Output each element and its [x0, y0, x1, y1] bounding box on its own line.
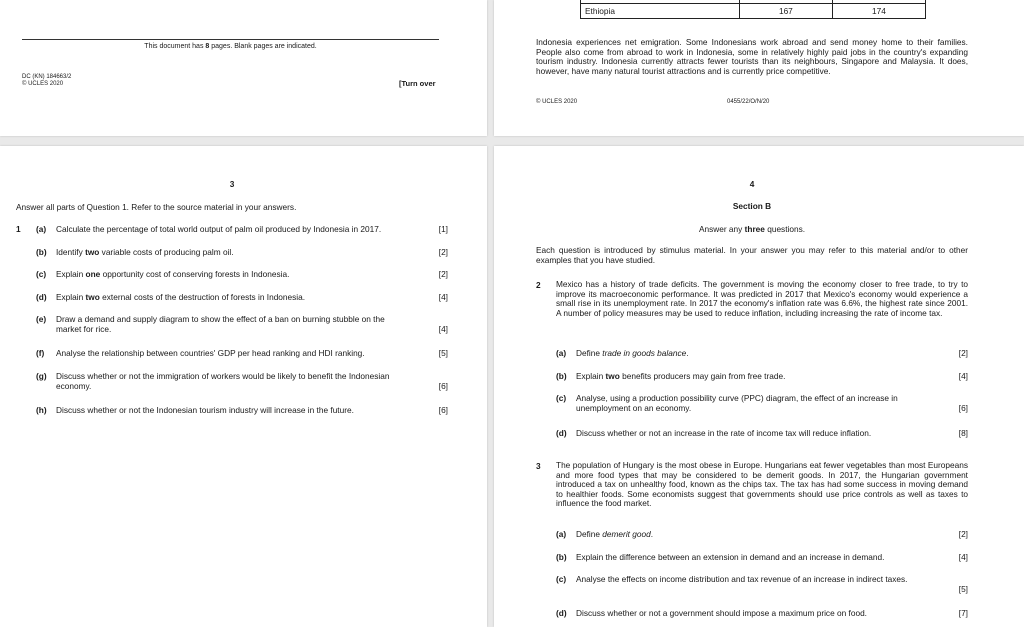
item-mark: [8] — [958, 428, 968, 438]
item-mark: [2] — [958, 348, 968, 358]
item-text-part: . — [650, 529, 654, 539]
item-label: (e) — [36, 314, 47, 324]
stimulus-note: Each question is introduced by stimulus material. In your answer you may refer to this material and/or to other examples that you have studied. — [536, 245, 968, 265]
item-text-part: Define — [576, 348, 603, 358]
item-text — [576, 371, 968, 381]
item-text-part: two — [605, 371, 620, 381]
item-text-part: Explain — [576, 371, 606, 381]
item-text — [576, 552, 968, 562]
item-mark: [6] — [438, 405, 448, 415]
question-item — [36, 224, 448, 246]
item-text — [56, 405, 448, 415]
item-label: (b) — [556, 552, 567, 562]
item-text — [576, 428, 968, 438]
question-number: 1 — [16, 224, 21, 234]
question-number: 3 — [536, 461, 541, 471]
item-text — [576, 529, 968, 539]
turn-over: [Turn over — [399, 79, 436, 88]
question-item — [36, 314, 448, 336]
item-label: (g) — [36, 371, 47, 381]
doc-code: DC (KN) 184663/2 — [22, 74, 72, 80]
item-mark: [2] — [438, 247, 448, 257]
item-mark: [5] — [958, 584, 968, 594]
item-text — [576, 608, 968, 618]
item-mark: [7] — [958, 608, 968, 618]
item-text — [56, 371, 448, 391]
item-label: (c) — [36, 269, 47, 279]
item-text-part: two — [85, 292, 100, 302]
page-number: 4 — [749, 179, 755, 189]
item-text-part: Analyse, using a production possibility curve (PPC) diagram, the effect of an increase in — [576, 393, 898, 403]
item-text-line2: market for rice. — [56, 324, 112, 334]
item-text-part: Discuss whether or not an increase in the rate of income tax will reduce inflation. — [576, 428, 872, 438]
item-text-part: Discuss whether or not the immigration of workers would be likely to benefit the Indonesian — [56, 371, 390, 381]
item-text-part: two — [85, 247, 100, 257]
page-number: 3 — [229, 179, 235, 189]
table-row — [581, 4, 926, 19]
item-label: (d) — [556, 608, 567, 618]
item-mark: [1] — [438, 224, 448, 234]
item-label: (f) — [36, 348, 45, 358]
item-text-part: Explain — [56, 292, 86, 302]
item-text-part: Identify — [56, 247, 86, 257]
item-label: (a) — [556, 348, 567, 358]
item-text-part: opportunity cost of conserving forests in Indonesia. — [100, 269, 290, 279]
item-label: (d) — [556, 428, 567, 438]
question-item — [556, 371, 968, 393]
q2-stimulus: Mexico has a history of trade deficits. The government is moving the economy closer to free trade, to try to improve its macroeconomic performance. It was predicted in 2017 that Mexico's economy would experience a small rise in its unemployment rate. In 2017 the economy's inflation rate was 6.6%, the highest rate since 2001. A number of policy measures may be used to reduce inflation, including increasing the rate of income tax. — [556, 279, 968, 318]
item-mark: [4] — [958, 552, 968, 562]
page-3 — [0, 146, 487, 627]
item-mark: [5] — [438, 348, 448, 358]
item-text-part: Draw a demand and supply diagram to show the effect of a ban on burning stubble on the — [56, 314, 385, 324]
item-text-part: Define — [576, 529, 603, 539]
item-text-part: Discuss whether or not the Indonesian tourism industry will increase in the future. — [56, 405, 354, 415]
item-text-part: Explain the difference between an extension in demand and an increase in demand. — [576, 552, 885, 562]
item-label: (c) — [556, 393, 567, 403]
item-text — [56, 348, 448, 358]
item-text-line2: economy. — [56, 381, 92, 391]
item-text — [56, 292, 448, 302]
item-mark: [2] — [958, 529, 968, 539]
source-paragraph: Indonesia experiences net emigration. Some Indonesians work abroad and send money home to their families. People also come from abroad to work in Indonesia, some in relatively highly paid jobs in the country's expanding tourism industry. Indonesia currently attracts fewer tourists than its neighbours, Singapore and Malaysia. It does, however, have many natural tourist attractions and is currently price competitive. — [536, 37, 968, 76]
item-text-part: trade in goods balance — [602, 348, 687, 358]
item-text-part: Calculate the percentage of total world output of palm oil produced by Indonesia in 2017. — [56, 224, 382, 234]
question-item — [556, 393, 968, 415]
item-text-part: Discuss whether or not a government should impose a maximum price on food. — [576, 608, 867, 618]
item-text — [56, 224, 448, 234]
instruction: Answer all parts of Question 1. Refer to the source material in your answers. — [16, 202, 297, 212]
answer-instruction: Answer any three questions. — [698, 224, 806, 234]
question-item — [36, 371, 448, 393]
item-text-part: Explain — [56, 269, 86, 279]
copyright: © UCLES 2020 — [536, 99, 578, 105]
item-label: (b) — [36, 247, 47, 257]
item-label: (b) — [556, 371, 567, 381]
question-item — [556, 608, 968, 627]
item-text-part: . — [686, 348, 689, 358]
question-item — [556, 348, 968, 370]
question-item — [556, 552, 968, 574]
question-item — [36, 292, 448, 314]
page-count-note: This document has 8 pages. Blank pages are indicated. — [144, 43, 317, 50]
page-source-footer — [494, 0, 1024, 136]
copyright: © UCLES 2020 — [22, 81, 64, 87]
paper-code: 0455/22/O/N/20 — [727, 99, 770, 105]
question-item — [36, 247, 448, 269]
item-text-part: one — [85, 269, 101, 279]
item-mark: [6] — [958, 403, 968, 413]
item-text-part: variable costs of producing palm oil. — [99, 247, 234, 257]
item-label: (h) — [36, 405, 47, 415]
page-2-footer — [0, 0, 487, 136]
item-text — [56, 247, 448, 257]
item-text-part: Analyse the relationship between countries' GDP per head ranking and HDI ranking. — [56, 348, 365, 358]
item-label: (a) — [36, 224, 47, 234]
item-mark: [6] — [438, 381, 448, 391]
item-label: (a) — [556, 529, 567, 539]
item-mark: [4] — [958, 371, 968, 381]
question-number: 2 — [536, 280, 541, 290]
item-text — [56, 269, 448, 279]
item-mark: [4] — [438, 324, 448, 334]
item-text-part: demerit good — [602, 529, 651, 539]
item-text-line2: unemployment on an economy. — [576, 403, 692, 413]
footer-rule — [22, 39, 439, 40]
question-item — [556, 574, 968, 596]
item-text — [576, 348, 968, 358]
item-text-part: external costs of the destruction of forests in Indonesia. — [99, 292, 306, 302]
item-label: (d) — [36, 292, 47, 302]
item-text — [576, 574, 968, 584]
q3-stimulus: The population of Hungary is the most obese in Europe. Hungarians eat fewer vegetables than most Europeans and more food types that may be considered to be demerit goods. In 2017, the Hungarian government introduced a tax on unhealthy food, known as the chips tax. The tax has had some success in moving demand to healthier foods. Some economists suggest that governments should use price controls as well as taxes to influence the food market. — [556, 460, 968, 509]
item-label: (c) — [556, 574, 567, 584]
question-item — [36, 348, 448, 370]
question-item — [36, 269, 448, 291]
section-title: Section B — [732, 201, 772, 211]
value-cell: 167 — [739, 4, 832, 19]
value-cell: 174 — [832, 4, 925, 19]
country-table — [580, 0, 926, 19]
question-item — [36, 405, 448, 427]
item-text — [576, 393, 968, 413]
question-item — [556, 428, 968, 450]
item-text-part: Analyse the effects on income distribution and tax revenue of an increase in indirect taxes. — [576, 574, 908, 584]
page-4 — [494, 146, 1024, 627]
item-text — [56, 314, 448, 334]
item-mark: [2] — [438, 269, 448, 279]
item-mark: [4] — [438, 292, 448, 302]
item-text-part: benefits producers may gain from free trade. — [619, 371, 786, 381]
question-item — [556, 529, 968, 551]
country-cell: Ethiopia — [581, 4, 740, 19]
